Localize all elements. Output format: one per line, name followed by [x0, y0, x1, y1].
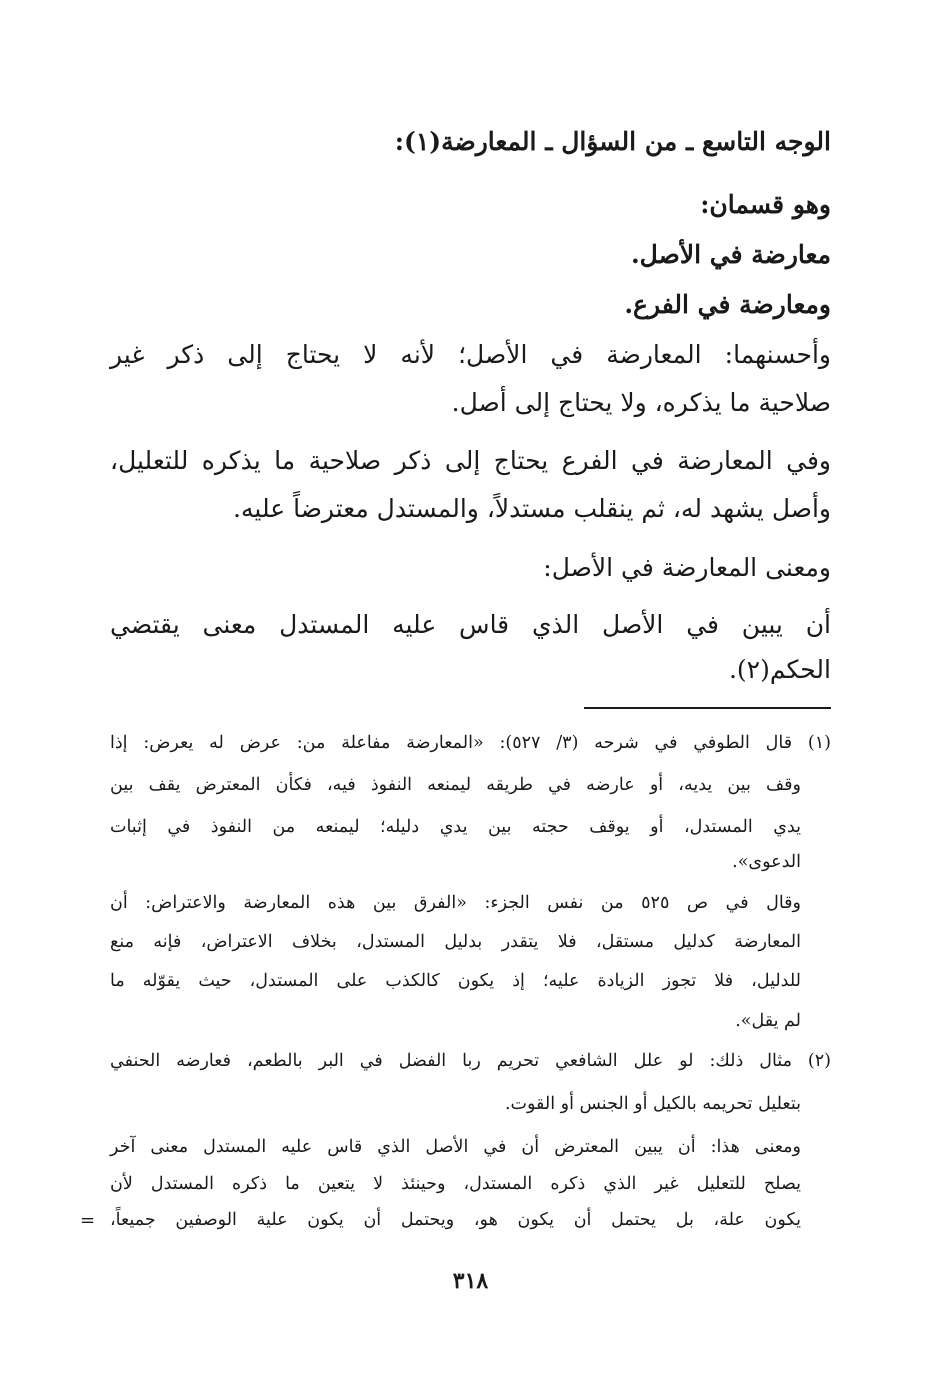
footnote-line: (٢) مثال ذلك: لو علل الشافعي تحريم ربا الفضل في البر بالطعم، فعارضه الحنفي [110, 1051, 831, 1071]
footnote-line: الدعوى». [732, 852, 801, 872]
paragraph-line: وفي المعارضة في الفرع يحتاج إلى ذكر صلاحية ما يذكره للتعليل، [110, 446, 831, 475]
footnote-line: بتعليل تحريمه بالكيل أو الجنس أو القوت. [504, 1094, 801, 1114]
paragraph-line: الحكم(٢). [728, 655, 831, 684]
section-heading: الوجه التاسع ـ من السؤال ـ المعارضة(١): [394, 127, 831, 156]
type-one-line: معارضة في الأصل. [630, 240, 831, 269]
paragraph-line: ومعنى المعارضة في الأصل: [543, 553, 831, 582]
footnote-line: للدليل، فلا تجوز الزيادة عليه؛ إذ يكون كالكذب على المستدل، حيث يقوّله ما [110, 971, 801, 991]
footnote-divider [584, 707, 831, 709]
intro-line: وهو قسمان: [700, 190, 831, 219]
page-number: ٣١٨ [452, 1268, 489, 1294]
footnote-line: وقال في ص ٥٢٥ من نفس الجزء: «الفرق بين هذه المعارضة والاعتراض: أن [110, 893, 801, 913]
type-two-line: ومعارضة في الفرع. [624, 290, 831, 319]
footnote-line: يكون علة، بل يحتمل أن يكون هو، ويحتمل أن يكون علية الوصفين جميعاً، [110, 1210, 801, 1230]
continuation-mark: = [80, 1210, 96, 1231]
footnote-line: لم يقل». [735, 1011, 801, 1031]
paragraph-line: وأحسنهما: المعارضة في الأصل؛ لأنه لا يحتاج إلى ذكر غير [110, 340, 831, 369]
paragraph-line: أن يبين في الأصل الذي قاس عليه المستدل معنى يقتضي [110, 610, 831, 639]
footnote-line: يدي المستدل، أو يوقف حجته بين يدي دليله؛ ليمنعه من النفوذ في إثبات [110, 817, 801, 837]
paragraph-line: صلاحية ما يذكره، ولا يحتاج إلى أصل. [451, 388, 831, 417]
footnote-line: المعارضة كدليل مستقل، فلا يتقدر بدليل المستدل، بخلاف الاعتراض، فإنه منع [110, 932, 801, 952]
paragraph-line: وأصل يشهد له، ثم ينقلب مستدلاً، والمستدل معترضاً عليه. [233, 494, 831, 523]
footnote-line: وقف بين يديه، أو عارضه في طريقه ليمنعه النفوذ فيه، فكأن المعترض يقف بين [110, 775, 801, 795]
footnote-line: يصلح للتعليل غير الذي ذكره المستدل، وحينئذ لا يتعين ما ذكره المستدل لأن [110, 1174, 801, 1194]
footnote-line: ومعنى هذا: أن يبين المعترض أن في الأصل الذي قاس عليه المستدل معنى آخر [110, 1137, 801, 1157]
footnote-line: (١) قال الطوفي في شرحه (٣/ ٥٢٧): «المعارضة مفاعلة من: عرض له يعرض: إذا [110, 733, 831, 753]
